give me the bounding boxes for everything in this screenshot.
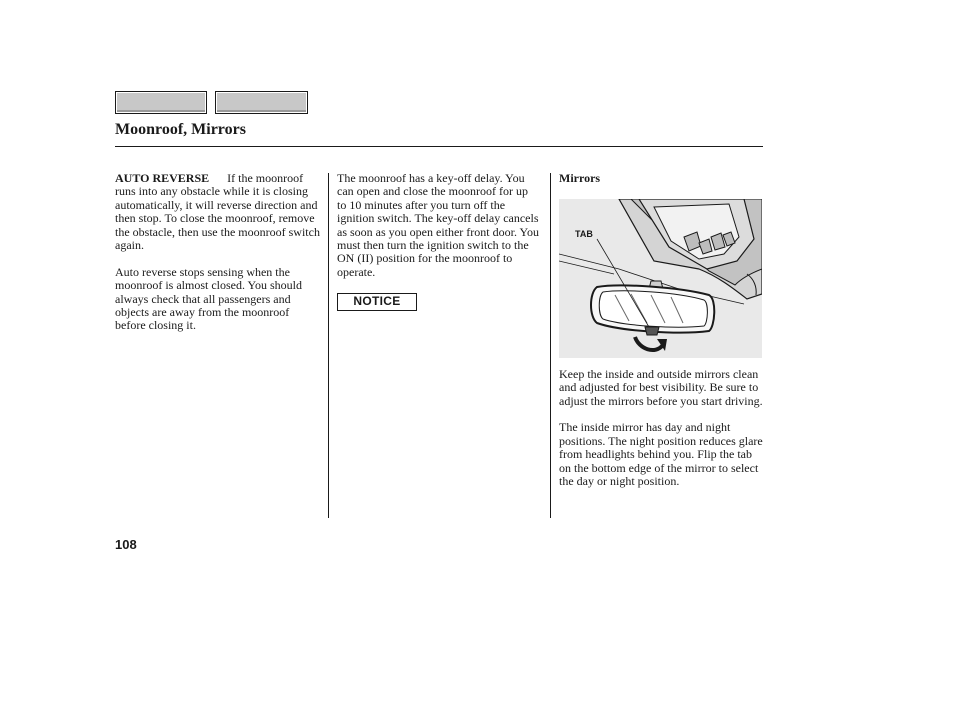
column-auto-reverse [115, 172, 321, 346]
column-key-off-delay [337, 172, 539, 311]
nav-tab-next[interactable] [215, 91, 308, 114]
auto-reverse-sensing-paragraph: Auto reverse stops sensing when the moonroof is almost closed. You should always check that all passengers and objects are away from the moonroof before closing it. [115, 264, 303, 333]
column-mirrors [559, 172, 763, 502]
nav-tab-previous[interactable] [115, 91, 207, 114]
tab-callout-label: TAB [575, 228, 593, 239]
mirrors-day-night-paragraph: The inside mirror has day and night positions. The night position reduces glare from headlights behind you. Flip the tab on the bottom edge of the mirror to select the day or night position. [559, 420, 763, 489]
mirrors-adjust-paragraph: Keep the inside and outside mirrors clean and adjusted for best visibility. Be sure to adjust the mirrors before you start driving. [559, 366, 763, 408]
auto-reverse-heading: AUTO REVERSE [115, 171, 210, 185]
title-divider [115, 146, 763, 147]
mirror-drawing [559, 199, 762, 358]
page-number: 108 [115, 537, 137, 552]
column-divider [328, 173, 329, 518]
mirrors-heading: Mirrors [559, 171, 601, 185]
auto-reverse-text: If the moonroof runs into any obstacle while it is closing automatically, it will reverse direction and then stop. To close the moonroof, remove the obstacle, then use the moonroof switch again. [115, 171, 320, 253]
key-off-delay-paragraph: The moonroof has a key-off delay. You can open and close the moonroof for up to 10 minutes after you turn off the ignition switch. The key-off delay cancels as soon as you open either front door. You must then turn the ignition switch to the ON (II) position for the moonroof to operate. [337, 171, 539, 279]
column-divider [550, 173, 551, 518]
page-title: Moonroof, Mirrors [115, 121, 246, 138]
notice-box [337, 293, 417, 311]
auto-reverse-paragraph [115, 172, 321, 252]
rearview-mirror-illustration [559, 199, 762, 358]
notice-label: NOTICE [353, 293, 401, 308]
